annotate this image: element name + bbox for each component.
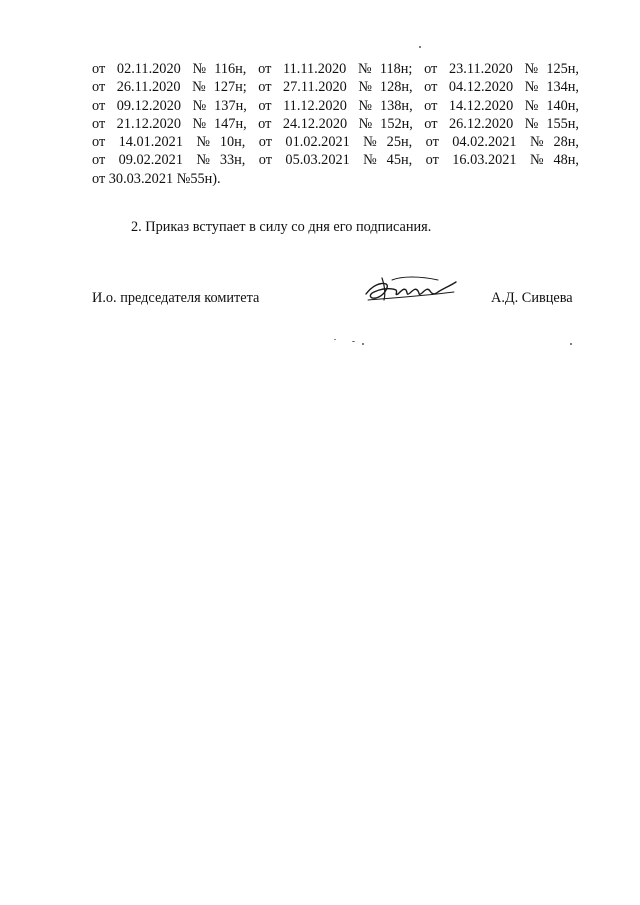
list-line: от 30.03.2021 №55н). [92,170,221,187]
scan-speck [362,343,364,345]
scan-speck [570,343,572,345]
list-line: от 09.02.2021 №33н, от 05.03.2021 №45н, от 16.03.2021 №48н, [92,152,579,169]
list-line: от 26.11.2020 №127н; от 27.11.2020 №128н, от 04.12.2020 №134н, [92,79,579,96]
scan-speck [419,46,421,48]
signer-title: И.о. председателя комитета [92,290,260,306]
list-line: от 21.12.2020 №147н, от 24.12.2020 №152н, от 26.12.2020 №155н, [92,115,579,132]
handwritten-signature [362,268,462,308]
order-list-paragraph [92,60,579,188]
signer-name: А.Д. Сивцева [491,290,573,306]
list-line: от 09.12.2020 №137н, от 11.12.2020 №138н, от 14.12.2020 №140н, [92,97,579,114]
scan-speck [352,341,355,342]
clause-2-text: 2. Приказ вступает в силу со дня его подписания. [131,219,432,235]
scan-speck [334,339,336,340]
list-line: от 14.01.2021 №10н, от 01.02.2021 №25н, от 04.02.2021 №28н, [92,134,579,151]
list-line: от 02.11.2020 №116н, от 11.11.2020 №118н; от 23.11.2020 №125н, [92,61,579,77]
